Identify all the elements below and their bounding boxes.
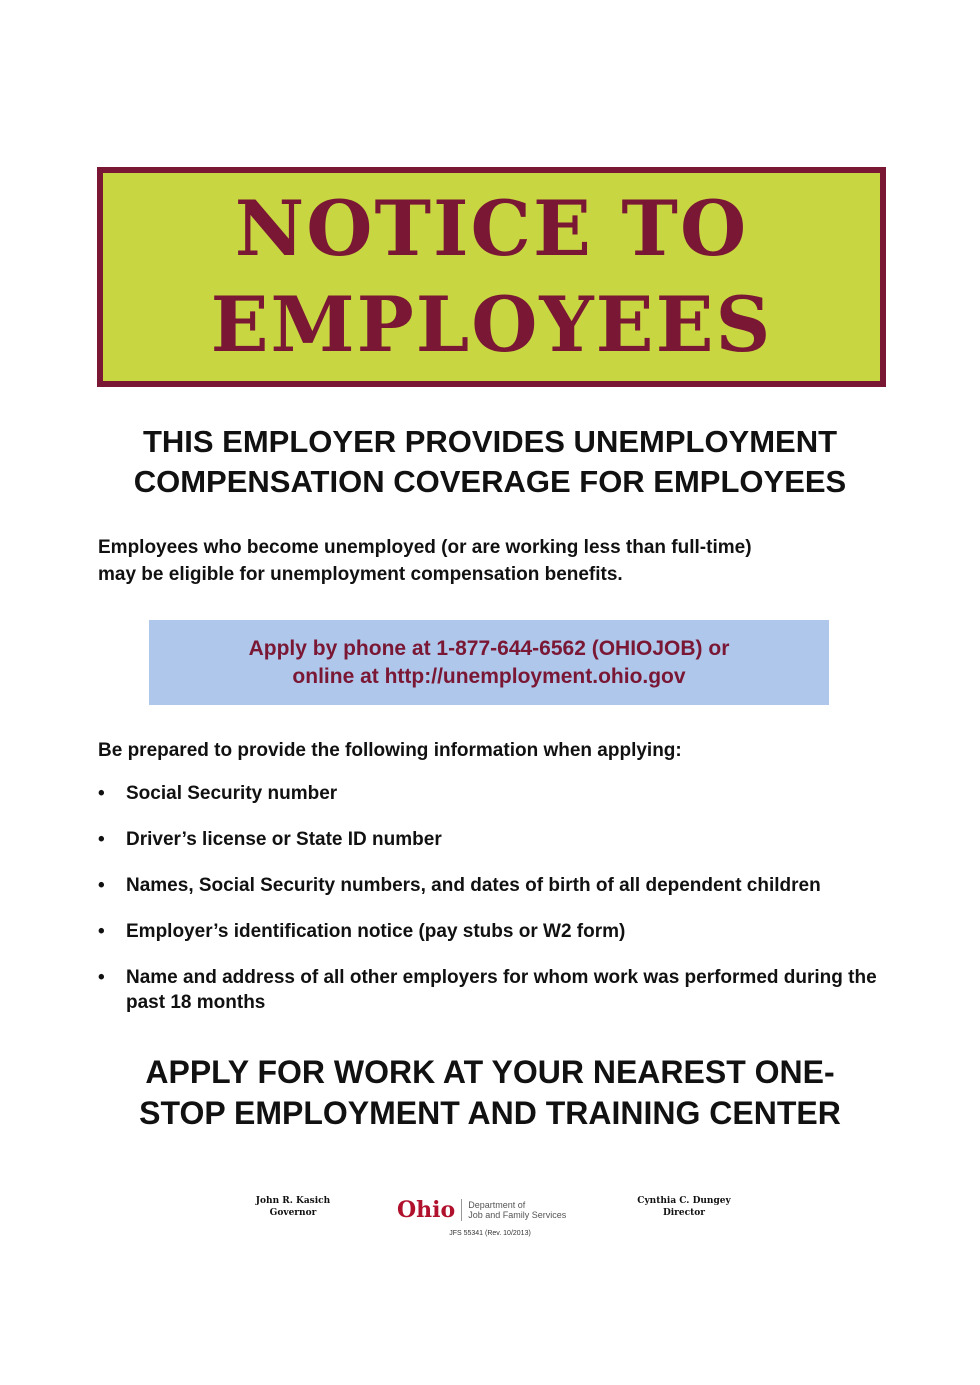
prepare-heading: Be prepared to provide the following information when applying: bbox=[98, 740, 682, 761]
ohio-jfs-logo bbox=[397, 1198, 566, 1222]
ohio-logo-text: Ohio bbox=[397, 1197, 456, 1223]
logo-divider bbox=[461, 1199, 462, 1221]
governor-title: Governor bbox=[269, 1208, 317, 1218]
list-item-text: Social Security number bbox=[126, 783, 338, 804]
list-item-text: Name and address of all other employers for whom work was performed during the past 18 months bbox=[126, 967, 877, 1013]
bullet-icon: • bbox=[98, 967, 105, 988]
department-line-1: Department of bbox=[468, 1200, 526, 1210]
list-item bbox=[98, 919, 898, 944]
governor-name: John R. Kasich bbox=[255, 1196, 331, 1206]
headline-line-1: THIS EMPLOYER PROVIDES UNEMPLOYMENT bbox=[142, 424, 838, 459]
list-item bbox=[98, 873, 898, 898]
coverage-headline bbox=[60, 422, 920, 502]
list-item bbox=[98, 781, 898, 806]
notice-banner bbox=[97, 167, 886, 387]
list-item bbox=[98, 827, 898, 852]
closing-headline bbox=[60, 1052, 920, 1134]
list-item bbox=[98, 965, 898, 1015]
banner-title-line-2: EMPLOYEES bbox=[210, 280, 773, 369]
closing-line-1: APPLY FOR WORK AT YOUR NEAREST ONE- bbox=[145, 1054, 835, 1090]
bullet-icon: • bbox=[98, 921, 105, 942]
director-block bbox=[614, 1195, 754, 1219]
department-line-2: Job and Family Services bbox=[468, 1210, 567, 1220]
bullet-icon: • bbox=[98, 875, 105, 896]
director-title: Director bbox=[662, 1208, 706, 1218]
closing-line-2: STOP EMPLOYMENT AND TRAINING CENTER bbox=[139, 1095, 841, 1131]
eligibility-paragraph bbox=[98, 534, 898, 588]
apply-online-line: online at http://unemployment.ohio.gov bbox=[292, 664, 686, 688]
banner-title-line-1: NOTICE TO bbox=[234, 184, 749, 273]
list-item-text: Driver’s license or State ID number bbox=[126, 829, 442, 850]
apply-info-box bbox=[149, 620, 829, 705]
bullet-icon: • bbox=[98, 783, 105, 804]
apply-phone-line: Apply by phone at 1-877-644-6562 (OHIOJOB) or bbox=[248, 636, 730, 660]
governor-block bbox=[223, 1195, 363, 1219]
form-identifier: JFS 55341 (Rev. 10/2013) bbox=[449, 1230, 531, 1237]
required-info-list bbox=[98, 781, 898, 1036]
list-item-text: Employer’s identification notice (pay stubs or W2 form) bbox=[126, 921, 626, 942]
list-item-text: Names, Social Security numbers, and dates of birth of all dependent children bbox=[126, 875, 821, 896]
headline-line-2: COMPENSATION COVERAGE FOR EMPLOYEES bbox=[133, 464, 847, 499]
intro-line-2: may be eligible for unemployment compensation benefits. bbox=[98, 564, 623, 585]
director-name: Cynthia C. Dungey bbox=[637, 1196, 731, 1206]
intro-line-1: Employees who become unemployed (or are working less than full-time) bbox=[98, 537, 752, 558]
department-name bbox=[468, 1200, 566, 1220]
bullet-icon: • bbox=[98, 829, 105, 850]
